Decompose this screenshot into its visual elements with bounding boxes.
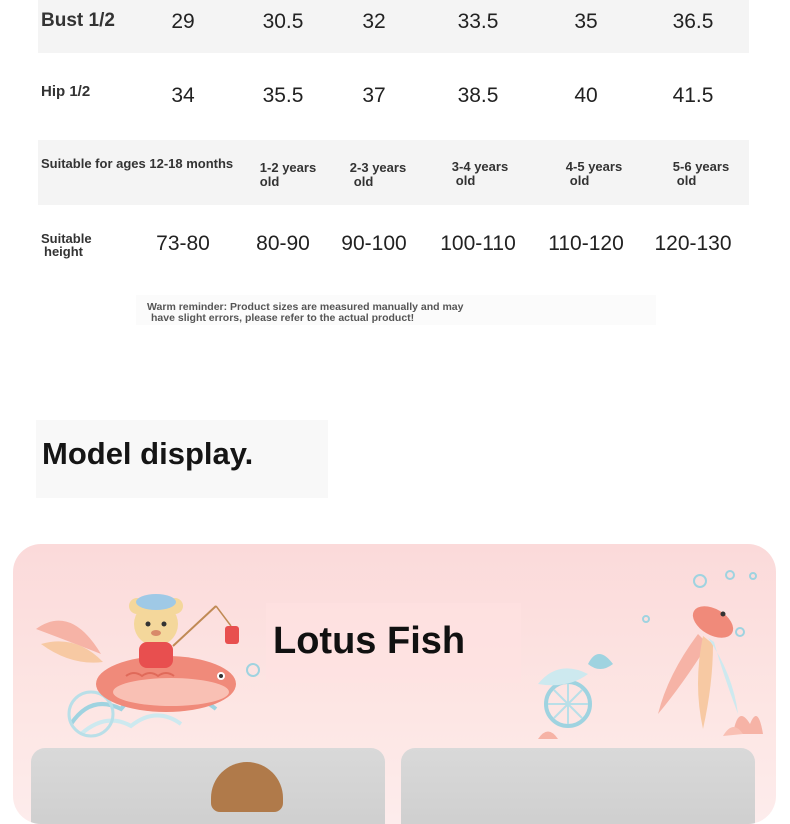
age-value [350,161,406,189]
bust-value: 32 [362,10,386,33]
age-value-line2: old [353,174,374,189]
height-value: 90-100 [341,232,407,255]
age-value [673,160,729,188]
height-value: 80-90 [256,232,310,255]
age-value [260,161,316,189]
height-value: 110-120 [548,232,624,255]
height-label-line2: height [44,244,83,259]
model-display-heading-box [36,420,328,498]
age-value-line2: old [259,174,280,189]
height-value: 120-130 [654,232,732,255]
height-value: 73-80 [156,232,210,255]
bust-label: Bust 1/2 [41,10,115,31]
banner-title: Lotus Fish [273,620,466,662]
reminder-line1: Warm reminder: Product sizes are measured manually and may [147,301,464,313]
bust-value: 30.5 [262,10,304,33]
bust-value: 33.5 [457,10,499,33]
age-value-line1: 4-5 years [565,159,623,174]
height-label [41,232,92,258]
bust-row [38,0,749,53]
hip-value: 41.5 [672,84,714,107]
bust-value: 29 [171,10,195,33]
age-label: Suitable for ages 12-18 months [41,156,234,171]
hip-label: Hip 1/2 [41,83,91,100]
height-label-line1: Suitable [41,231,92,246]
hip-row [38,53,749,140]
age-value-line1: 5-6 years [672,159,730,174]
hip-value: 34 [171,84,195,107]
hip-value: 38.5 [457,84,499,107]
age-value [452,160,508,188]
height-value: 100-110 [440,232,516,255]
age-row [38,140,749,205]
lotus-fish-banner [13,544,776,824]
age-value-line2: old [569,173,590,188]
goldfish-lotus-illustration-icon [518,564,776,744]
reminder-line2: have slight errors, please refer to the actual product! [151,312,415,324]
age-value-line1: 3-4 years [451,159,509,174]
hip-value: 37 [362,84,386,107]
hip-value: 40 [574,84,598,107]
age-value-line1: 2-3 years [349,160,407,175]
age-value-line1: 1-2 years [259,160,317,175]
model-photo-card [401,748,755,824]
bear-koi-illustration-icon [31,584,261,744]
age-value [566,160,622,188]
model-hair-shape [211,762,283,812]
model-display-heading: Model display. [42,436,254,471]
size-reminder [136,295,656,325]
age-value-line2: old [455,173,476,188]
bust-value: 35 [574,10,598,33]
bust-value: 36.5 [672,10,714,33]
age-value-line2: old [676,173,697,188]
height-row [38,205,749,285]
model-photo-card [31,748,385,824]
hip-value: 35.5 [262,84,304,107]
